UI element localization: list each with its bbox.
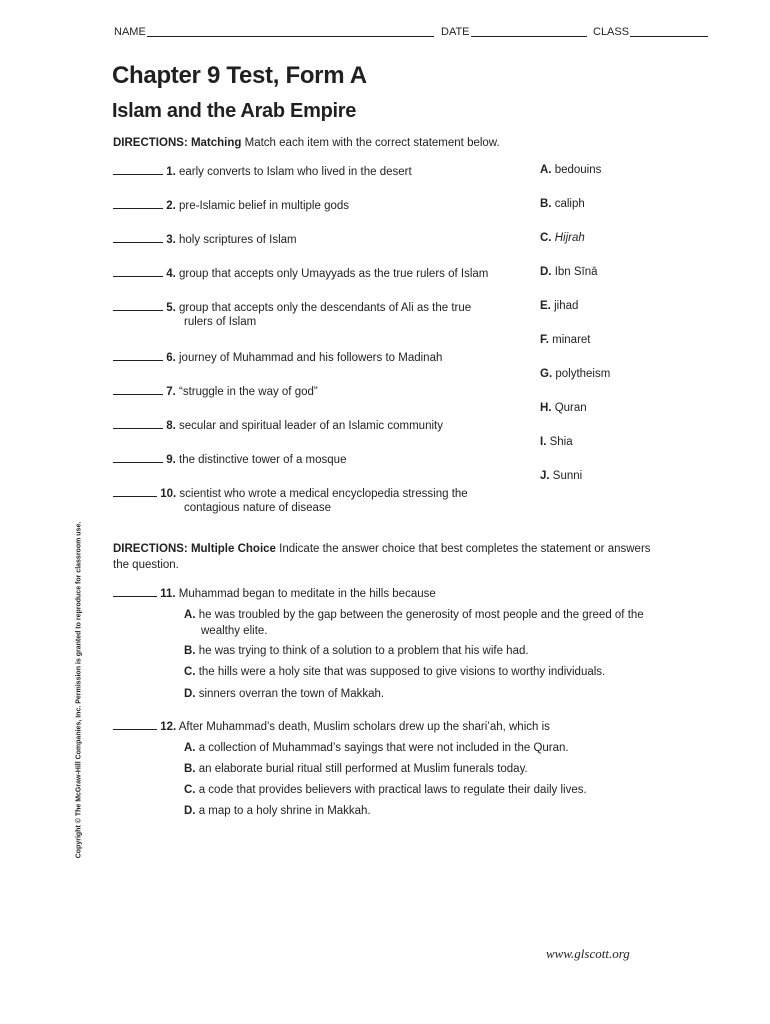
item-number: 5.: [166, 302, 176, 314]
name-label: NAME: [114, 26, 146, 38]
item-text: secular and spiritual leader of an Islamic community: [179, 420, 443, 432]
matching-item-7: [113, 384, 318, 398]
answer-option-f: F. minaret: [540, 334, 591, 346]
matching-item-1: [113, 164, 412, 178]
matching-item-10-line2: contagious nature of disease: [184, 502, 332, 514]
mc-type-label: Multiple Choice: [190, 543, 276, 555]
mc-question-11: [113, 586, 436, 600]
matching-item-2: [113, 198, 349, 212]
matching-item-6: [113, 350, 442, 364]
date-field[interactable]: [471, 26, 587, 37]
mc-option: D. sinners overran the town of Makkah.: [184, 688, 385, 700]
mc-directions: [113, 543, 651, 555]
item-text: pre-Islamic belief in multiple gods: [179, 200, 350, 212]
mc-option: B. he was trying to think of a solution to a problem that his wife had.: [184, 645, 529, 657]
matching-item-3: [113, 232, 297, 246]
answer-option-j: J. Sunni: [540, 470, 583, 482]
item-text: scientist who wrote a medical encyclopedia stressing the: [179, 488, 468, 500]
matching-item-5: [113, 300, 471, 314]
answer-blank[interactable]: [113, 350, 163, 361]
answer-option-a: A. bedouins: [540, 164, 602, 176]
mc-option: C. a code that provides believers with practical laws to regulate their daily lives.: [184, 784, 587, 796]
answer-option-h: H. Quran: [540, 402, 587, 414]
answer-blank[interactable]: [113, 164, 163, 175]
matching-instruction: Match each item with the correct statement below.: [244, 137, 500, 149]
mc-option: A. he was troubled by the gap between the generosity of most people and the greed of the: [184, 609, 644, 621]
question-number: 11.: [160, 588, 176, 600]
directions-label: DIRECTIONS:: [113, 543, 188, 555]
matching-item-9: [113, 452, 346, 466]
item-number: 10.: [160, 488, 177, 500]
question-number: 12.: [160, 721, 177, 733]
item-number: 6.: [166, 352, 176, 364]
page-subtitle: Islam and the Arab Empire: [112, 100, 357, 122]
answer-blank[interactable]: [113, 452, 163, 463]
item-text: “struggle in the way of god”: [179, 386, 318, 398]
answer-blank[interactable]: [113, 486, 157, 497]
date-label: DATE: [441, 26, 470, 38]
item-text: journey of Muhammad and his followers to Madinah: [179, 352, 443, 364]
matching-type-label: Matching: [190, 137, 242, 149]
class-field[interactable]: [630, 26, 708, 37]
item-text: early converts to Islam who lived in the desert: [179, 166, 412, 178]
item-number: 2.: [166, 200, 176, 212]
mc-question-12: [113, 719, 550, 733]
item-text: group that accepts only the descendants of Ali as the true: [179, 302, 472, 314]
footer-url: www.glscott.org: [546, 946, 630, 961]
answer-blank[interactable]: [113, 232, 163, 243]
matching-directions: [113, 137, 500, 149]
item-number: 1.: [166, 166, 176, 178]
item-number: 9.: [166, 454, 176, 466]
matching-item-5-line2: rulers of Islam: [184, 316, 257, 328]
answer-option-c: C. Hijrah: [540, 232, 585, 244]
mc-option: D. a map to a holy shrine in Makkah.: [184, 805, 371, 817]
question-stem: After Muhammad’s death, Muslim scholars drew up the shari’ah, which is: [178, 721, 550, 733]
answer-blank[interactable]: [113, 300, 163, 311]
matching-item-8: [113, 418, 443, 432]
item-number: 4.: [166, 268, 176, 280]
mc-option: A. a collection of Muhammad’s sayings that were not included in the Quran.: [184, 742, 569, 754]
item-number: 3.: [166, 234, 176, 246]
mc-instruction: Indicate the answer choice that best completes the statement or answers: [279, 543, 651, 555]
mc-option: B. an elaborate burial ritual still performed at Muslim funerals today.: [184, 763, 528, 775]
copyright-notice: Copyright © The McGraw-Hill Companies, Inc. Permission is granted to reproduce for classroom use.: [75, 521, 83, 859]
mc-instruction-line2: the question.: [113, 559, 179, 571]
class-label: CLASS: [593, 26, 630, 38]
matching-item-4: [113, 266, 488, 280]
item-number: 7.: [166, 386, 176, 398]
answer-blank[interactable]: [113, 266, 163, 277]
item-text: the distinctive tower of a mosque: [179, 454, 347, 466]
answer-blank[interactable]: [113, 719, 157, 730]
answer-blank[interactable]: [113, 586, 157, 597]
directions-label: DIRECTIONS:: [113, 137, 188, 149]
item-text: group that accepts only Umayyads as the true rulers of Islam: [179, 268, 489, 280]
name-field[interactable]: [147, 26, 434, 37]
answer-option-i: I. Shia: [540, 436, 573, 448]
answer-option-g: G. polytheism: [540, 368, 611, 380]
mc-option-line2: wealthy elite.: [201, 625, 268, 637]
answer-option-d: D. Ibn Sīnā: [540, 266, 598, 278]
matching-item-10: [113, 486, 468, 500]
item-text: holy scriptures of Islam: [179, 234, 297, 246]
answer-option-e: E. jihad: [540, 300, 579, 312]
answer-option-b: B. caliph: [540, 198, 585, 210]
answer-blank[interactable]: [113, 418, 163, 429]
answer-blank[interactable]: [113, 384, 163, 395]
question-stem: Muhammad began to meditate in the hills because: [178, 588, 436, 600]
mc-option: C. the hills were a holy site that was supposed to give visions to worthy individuals.: [184, 666, 606, 678]
item-number: 8.: [166, 420, 176, 432]
answer-blank[interactable]: [113, 198, 163, 209]
page-title: Chapter 9 Test, Form A: [112, 62, 367, 89]
